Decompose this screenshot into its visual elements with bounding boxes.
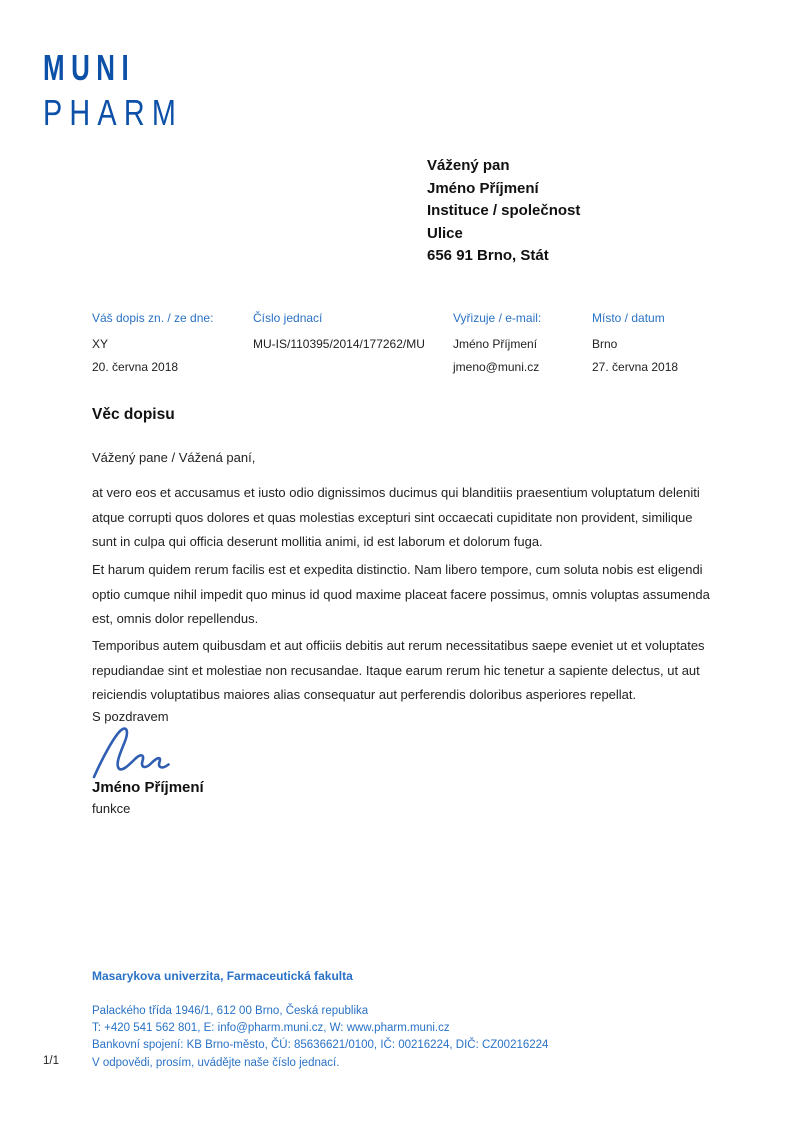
ref-value: jmeno@muni.cz	[453, 360, 540, 374]
ref-value: 20. června 2018	[92, 360, 179, 374]
logo-line-pharm: PHARM	[43, 92, 184, 133]
ref-value	[253, 356, 425, 379]
recipient-line: Ulice	[427, 224, 463, 242]
ref-col-your-letter	[92, 311, 213, 379]
ref-label: Váš dopis zn. / ze dne:	[92, 311, 214, 325]
muni-pharm-logo	[43, 47, 218, 133]
ref-value: Jméno Příjmení	[453, 337, 538, 351]
ref-value: Brno	[592, 337, 618, 351]
ref-value: 27. června 2018	[592, 360, 679, 374]
recipient-address-block	[427, 155, 580, 268]
body-paragraph: Temporibus autem quibusdam et aut officiis debitis aut rerum necessitatibus saepe eveniet ut et voluptates repudiandae sint et molestiae non recusandae. Itaque earum rerum hic tenetur a sapiente delectus, ut aut reiciendis voluptatibus maiores alias consequatur aut perferendis doloribus asperiores repellat.	[92, 638, 705, 702]
ref-value: XY	[92, 337, 109, 351]
ref-label: Místo / datum	[592, 311, 665, 325]
body-paragraph: Et harum quidem rerum facilis est et expedita distinctio. Nam libero tempore, cum soluta nobis est eligendi optio cumque nihil impedit quo minus id quod maxime placeat facere possimus, omnis voluptas assumenda est, omnis dolor repellendus.	[92, 562, 710, 626]
footer-block	[92, 1003, 548, 1072]
signatory-role: funkce	[92, 801, 131, 816]
footer-address: Palackého třída 1946/1, 612 00 Brno, Česká republika	[92, 1005, 369, 1017]
recipient-line: Vážený pan	[427, 157, 510, 174]
closing-phrase: S pozdravem	[92, 709, 169, 724]
ref-col-file-number	[253, 311, 425, 379]
body-paragraph: at vero eos et accusamus et iusto odio dignissimos ducimus qui blanditiis praesentium voluptatum deleniti atque corrupti quos dolores et quas molestias excepturi sint occaecati cupiditate non provident, similique sunt in culpa qui officia deserunt mollitia animi, id est laborum et dolorum fuga.	[92, 485, 700, 549]
recipient-line: Instituce / společnost	[427, 202, 581, 219]
page-number: 1/1	[43, 1055, 59, 1067]
recipient-line: Jméno Příjmení	[427, 179, 539, 197]
ref-col-place-date	[592, 311, 678, 379]
ref-col-handled-by	[453, 311, 541, 379]
handwritten-signature-scribble	[87, 725, 219, 780]
ref-value: MU-IS/110395/2014/177262/MU	[253, 337, 425, 351]
letter-subject: Věc dopisu	[92, 406, 175, 423]
footer-bank-details: Bankovní spojení: KB Brno-město, ČÚ: 85636621/0100, IČ: 00216224, DIČ: CZ00216224	[92, 1039, 549, 1052]
recipient-line: 656 91 Brno, Stát	[427, 247, 549, 264]
footer-institution: Masarykova univerzita, Farmaceutická fakulta	[92, 969, 353, 983]
logo-line-muni: MUNI	[43, 47, 136, 88]
salutation: Vážený pane / Vážená paní,	[92, 450, 256, 465]
signatory-name: Jméno Příjmení	[92, 779, 204, 796]
footer-contact: T: +420 541 562 801, E: info@pharm.muni.cz, W: www.pharm.muni.cz	[92, 1022, 450, 1035]
ref-label: Číslo jednací	[253, 311, 323, 325]
footer-reply-note: V odpovědi, prosím, uvádějte naše číslo jednací.	[92, 1056, 340, 1069]
ref-label: Vyřizuje / e-mail:	[453, 311, 542, 325]
